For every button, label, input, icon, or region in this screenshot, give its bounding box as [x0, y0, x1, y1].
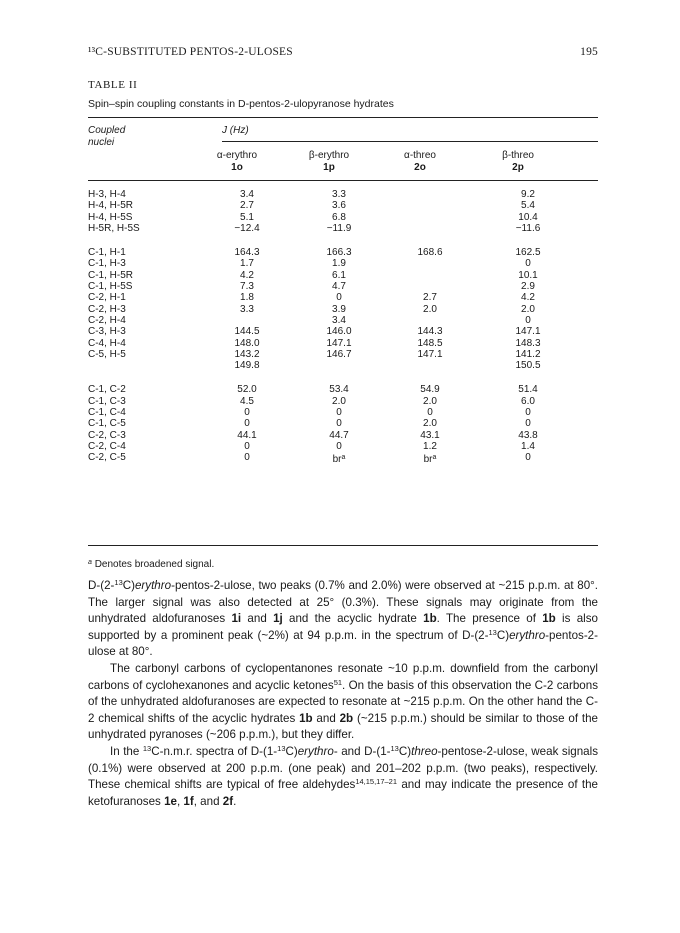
table-cell: 2.0 [423, 395, 437, 407]
row-label: C-3, H-3 [88, 326, 126, 338]
table-cell: 4.2 [521, 292, 535, 304]
table-cell: 0 [427, 407, 433, 419]
table-row [88, 200, 598, 211]
table-cell: 0 [244, 452, 250, 464]
table-cell: 0 [336, 418, 342, 430]
table-cell: 166.3 [326, 247, 352, 259]
table-bottom-rule [88, 545, 598, 546]
table-cell: 2.0 [423, 418, 437, 430]
table-cell: 54.9 [420, 384, 440, 396]
table-caption: Spin–spin coupling constants in D-pentos-2-ulopyranose hydrates [88, 98, 394, 110]
table-row [88, 281, 598, 292]
coupled-header-line2: nuclei [88, 137, 115, 148]
j-header-rule [222, 141, 598, 142]
table-label: TABLE II [88, 79, 138, 91]
column-name: β-erythro [308, 150, 350, 161]
table-cell: 3.4 [240, 189, 254, 200]
column-header-beta-threo [478, 150, 558, 174]
table-row [88, 338, 598, 349]
table-cell: 43.1 [420, 429, 440, 441]
table-cell: 0 [525, 314, 531, 326]
table-cell: 0 [525, 418, 531, 430]
table-cell: 51.4 [518, 384, 538, 396]
table-cell: 6.0 [521, 395, 535, 407]
table-footnote [88, 559, 214, 570]
table-row [88, 315, 598, 326]
table-cell: 9.2 [521, 189, 535, 200]
row-label: H-4, H-5R [88, 200, 134, 212]
table-cell: 148.3 [515, 337, 541, 349]
table-cell: 6.1 [332, 269, 346, 281]
footnote-ref: a [341, 454, 346, 462]
row-label: H-3, H-4 [88, 189, 126, 200]
table-row [88, 270, 598, 281]
row-label: C-1, C-5 [88, 418, 126, 430]
row-label: C-2, H-3 [88, 303, 126, 315]
table-row [88, 292, 598, 303]
table-cell: 3.3 [240, 303, 254, 315]
table-cell: 0 [336, 407, 342, 419]
row-label: C-1, H-5R [88, 269, 134, 281]
table-cell: 10.1 [518, 269, 538, 281]
body-text [88, 578, 598, 810]
coupled-nuclei-header [88, 125, 168, 149]
table-cell: 0 [525, 258, 531, 270]
footnote-text: Denotes broadened signal. [94, 559, 215, 570]
paragraph-3: In the $^{13}$C-n.m.r. spectra of D-(1-$^{13}$C)erythro- and D-(1-$^{13}$C)threo-pentose-2-ulose, weak signals (0.1%) were observed at 200 p.p.m. (one peak) and 201–202 p.p.m. (two peaks), respectively. These chemical shifts are typical of free aldehydes$^{14,15,17-21}$ and may indicate the presence of the ketofuranoses 1e, 1f, and 2f. [88, 743, 598, 808]
table-row [88, 418, 598, 429]
table-cell: 44.7 [329, 429, 349, 441]
column-name: β-threo [502, 150, 534, 161]
table-cell: 162.5 [515, 247, 541, 259]
row-label: H-5R, H-5S [88, 222, 140, 234]
column-compound: 2p [512, 162, 524, 173]
table-cell: 3.4 [332, 314, 346, 326]
table-cell: 168.6 [417, 247, 443, 259]
table-cell: 149.8 [234, 360, 260, 372]
table-cell: 3.9 [332, 303, 346, 315]
table-cell: 2.0 [423, 303, 437, 315]
row-label: C-2, C-3 [88, 429, 126, 441]
column-compound: 1o [231, 162, 243, 173]
table-cell: −11.6 [515, 222, 541, 234]
table-row [88, 407, 598, 418]
table-row [88, 441, 598, 452]
table-cell: 3.3 [332, 189, 346, 200]
table-cell: 5.1 [240, 211, 254, 223]
column-name: α-threo [404, 150, 436, 161]
table-cell: 1.4 [521, 440, 535, 452]
table-cell: 147.1 [515, 326, 541, 338]
table-cell: 146.7 [326, 348, 352, 360]
table-cell: 148.5 [417, 337, 443, 349]
table-cell: 0 [244, 440, 250, 452]
table-cell: $br^a$ [423, 454, 437, 466]
table-cell: −12.4 [234, 222, 260, 234]
table-cell: 0 [244, 418, 250, 430]
row-label: C-1, H-1 [88, 247, 126, 259]
footnote-ref: a [432, 454, 437, 462]
column-name: α-erythro [216, 150, 258, 161]
table-cell: 1.7 [240, 258, 254, 270]
table-cell: 4.7 [332, 281, 346, 293]
row-label: C-1, C-3 [88, 395, 126, 407]
j-header: J (Hz) [222, 125, 249, 136]
table-row [88, 258, 598, 269]
row-label: C-4, H-4 [88, 337, 126, 349]
table-cell: 141.2 [515, 348, 541, 360]
footnote-mark: a [88, 559, 92, 566]
row-label: C-2, C-4 [88, 440, 126, 452]
table-cell: 0 [525, 452, 531, 464]
table-row [88, 247, 598, 258]
table-cell: 7.3 [240, 281, 254, 293]
table-cell: 43.8 [518, 429, 538, 441]
table-cell: 148.0 [234, 337, 260, 349]
table-cell: 144.5 [234, 326, 260, 338]
paragraph-2: The carbonyl carbons of cyclopentanones resonate ~10 p.p.m. downfield from the carbonyl carbons of cyclohexanones and acyclic ketones$^{51}$. On the basis of this observation the C-2 carbons of the unhydrated aldofuranoses are expected to resonate at ~215 p.p.m. On the other hand the C-2 chemical shifts of the acyclic hydrates 1b and 2b (~215 p.p.m.) should be similar to those of the unhydrated pyranoses (~206 p.p.m.), but they differ. [88, 661, 598, 742]
table-row [88, 212, 598, 223]
table-row [88, 349, 598, 360]
coupled-header-line1: Coupled [88, 125, 126, 136]
table-cell: 52.0 [237, 384, 257, 396]
row-label: C-2, H-4 [88, 314, 126, 326]
column-compound: 2o [414, 162, 426, 173]
table-cell: 147.1 [417, 348, 443, 360]
table-cell: 143.2 [234, 348, 260, 360]
table-cell: 146.0 [326, 326, 352, 338]
table-row [88, 396, 598, 407]
coupling-table-body [88, 189, 598, 464]
table-cell: 147.1 [326, 337, 352, 349]
table-cell: 2.0 [332, 395, 346, 407]
table-cell: 144.3 [417, 326, 443, 338]
table-row [88, 384, 598, 395]
row-label: C-5, H-5 [88, 348, 126, 360]
table-cell: 150.5 [515, 360, 541, 372]
row-label: C-1, C-2 [88, 384, 126, 396]
column-compound: 1p [323, 162, 335, 173]
table-cell: 2.7 [423, 292, 437, 304]
row-label: C-2, H-1 [88, 292, 126, 304]
table-cell: 0 [244, 407, 250, 419]
table-top-rule [88, 117, 598, 118]
table-cell: 0 [336, 292, 342, 304]
table-cell: 0 [336, 440, 342, 452]
column-header-beta-erythro [289, 150, 369, 174]
paragraph-1: D-(2-$^{13}$C)erythro-pentos-2-ulose, two peaks (0.7% and 2.0%) were observed at ~215 p.p.m. at 80°. The larger signal was also detected at 25° (0.3%). These signals may originate from the unhydrated aldofuranoses 1i and 1j and the acyclic hydrate 1b. The presence of 1b is also supported by a prominent peak (~2%) at 94 p.p.m. in the spectrum of D-(2-$^{13}$C)erythro-pentos-2-ulose at 80°. [88, 578, 598, 659]
table-cell: −11.9 [326, 222, 352, 234]
table-cell: 4.5 [240, 395, 254, 407]
table-cell: 1.9 [332, 258, 346, 270]
table-cell: 10.4 [518, 211, 538, 223]
row-label: C-1, C-4 [88, 407, 126, 419]
table-cell: 3.6 [332, 200, 346, 212]
row-label: C-2, C-5 [88, 452, 126, 464]
table-cell: 2.7 [240, 200, 254, 212]
column-header-alpha-threo [380, 150, 460, 174]
table-cell: 0 [525, 407, 531, 419]
table-cell: 4.2 [240, 269, 254, 281]
table-cell: $br^a$ [332, 454, 346, 466]
row-label: C-1, H-5S [88, 281, 133, 293]
column-header-alpha-erythro [197, 150, 277, 174]
table-row [88, 360, 598, 371]
header-bottom-rule [88, 180, 598, 181]
table-cell: 44.1 [237, 429, 257, 441]
table-cell: 5.4 [521, 200, 535, 212]
table-row [88, 452, 598, 466]
table-cell: 2.0 [521, 303, 535, 315]
running-head-title: ¹³C-SUBSTITUTED PENTOS-2-ULOSES [88, 46, 293, 58]
table-row [88, 223, 598, 234]
table-cell: 1.8 [240, 292, 254, 304]
row-label: C-1, H-3 [88, 258, 126, 270]
table-row [88, 304, 598, 315]
row-label: H-4, H-5S [88, 211, 133, 223]
table-row [88, 326, 598, 337]
page-number: 195 [580, 46, 598, 58]
table-cell: 1.2 [423, 440, 437, 452]
table-cell: 6.8 [332, 211, 346, 223]
group-separator [88, 371, 598, 384]
table-cell: 2.9 [521, 281, 535, 293]
table-row [88, 189, 598, 200]
table-cell: 53.4 [329, 384, 349, 396]
table-cell: 164.3 [234, 247, 260, 259]
group-separator [88, 234, 598, 247]
table-row [88, 430, 598, 441]
